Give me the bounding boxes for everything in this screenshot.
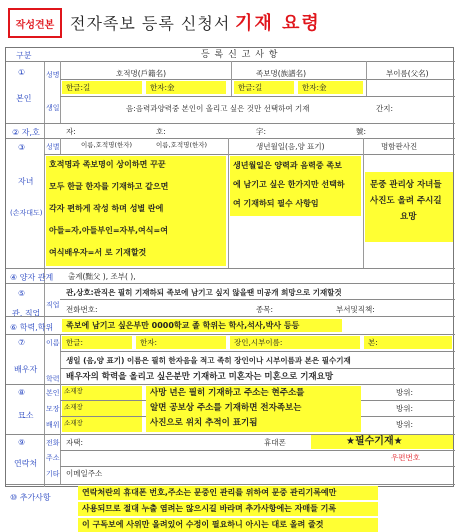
s3-photo-line: 요망 [400,212,417,222]
s3-left-line: 호적명과 족보명이 상이하면 꾸꾼 [49,160,166,169]
s3-col-a: 이름,호적명(한자) [81,141,133,149]
s10-line: 이 구독보에 사위만 올려있어 수정이 필요하니 아시는 대로 올려 줄것 [82,520,324,529]
s1-hanja2: 한자:金 [302,83,327,92]
column-content-label: 등 록 신 고 사 항 [201,50,279,60]
s2-f3: 字: [256,127,267,136]
row-line [6,123,455,124]
row-line [60,368,455,369]
s1-col-hoju: 호적명(戶籍名) [116,69,167,78]
s6-title: ⑥ 학력,학위 [10,323,54,332]
row-line [60,450,455,451]
s3-left-line: 모두 한글 한자를 기재하고 같으면 [49,182,169,191]
s7-line3: 배우자의 학력을 올리고 싶은분만 기재하고 미혼자는 미혼으로 기재요망 [66,372,334,382]
row-line [361,400,455,401]
s8-line: 사진으로 위치 추적이 표기됨 [150,418,258,428]
s3-col-d: 명함판사진 [381,142,418,151]
s1-title: 본인 [16,94,32,103]
s3-left-line: 아들=자,아들부인=자부,여식=여 [49,226,168,235]
s7-number: ⑦ [18,338,26,347]
row-line [6,384,455,385]
s1-ganji: 간지: [376,104,394,113]
s1-col-bu: 부이름(父名) [386,69,429,78]
sub-divider [60,434,61,484]
row-line [6,138,455,139]
s1-sub-birth: 생일 [46,104,60,112]
s3-number: ③ [18,143,26,152]
s9-sub-other: 기타 [46,470,60,478]
s7-sub-hak: 학력 [46,375,60,383]
s8-dir: 방위: [396,388,414,397]
row-line [60,466,455,467]
s8-r1: 본인 [46,389,60,397]
s8-dir: 방위: [396,420,414,429]
s5-line1: 관,상호:관직은 필히 기재하되 족보에 남기고 싶지 않을땐 미공개 희망으로 기재할것 [66,288,342,297]
row-line [60,96,455,97]
s8-loc: 소재장 [64,403,83,411]
s10-line: 연락처란의 휴대폰 번호,주소는 문중인 관리를 위하여 문중 관리기록예만 [82,488,337,497]
row-line [361,416,455,417]
s9-number: ⑨ [18,438,26,447]
s1-sub-name: 성명 [46,71,60,79]
s8-number: ⑧ [18,388,26,397]
s8-title: 묘소 [18,411,34,420]
s3-right-line: 생년월일은 양력과 음력중 족보 [233,161,342,170]
s9-title: 연락처 [14,459,38,468]
s5-dept: 부서및직책: [336,305,375,314]
row-line [60,416,146,417]
sample-badge: 작성견본 [8,8,62,38]
form-title-highlight: 기재 요령 [235,13,321,34]
s8-line: 알면 공보상 주소를 기재하면 전자족보는 [150,403,302,413]
s7-hanja: 한자: [140,338,158,347]
s6-text: 족보에 남기고 싶은부만 0000학교 졸 학위는 학사,석사,박사 등등 [66,321,300,330]
s8-line: 사망 년은 필히 기재하고 주소는 현주소를 [150,388,305,398]
s3-title: 자녀 [18,177,34,186]
row-line [60,79,455,80]
s3-photo-line: 문중 관리상 자녀들 [370,180,442,190]
s3-left-line: 각자 편하게 작성 하며 성별 란에 [49,204,164,213]
row-line [44,154,455,155]
s5-sub: 직업 [46,301,60,309]
s5-title: 관, 직업 [12,309,41,318]
s7-title: 배우자 [14,365,38,374]
s4-text: 출계(黜父 ), 조부( ), [68,272,136,281]
s8-r3: 배위 [46,421,60,429]
s8-loc: 소재장 [64,419,83,427]
s3-sub-name: 성별 [46,143,60,151]
s10-line: 사용되므로 절대 누출 염려는 않으시길 바라며 추가사항에는 자매들 기록 [82,504,337,513]
sub-divider [60,384,61,434]
s9-sub-phone: 전화 [46,439,60,447]
row-line [60,299,455,300]
sub-divider [60,334,61,384]
s3-right-line: 에 남기고 싶은 한가지만 선택하 [233,180,345,189]
column-section-label: 구분 [16,51,32,60]
s1-hangul: 한글:길 [66,83,91,92]
form-header [0,0,462,47]
s7-sub-name: 이름 [46,339,60,347]
s3-photo-line: 사진도 올려 주시길 [370,196,442,206]
row-line [60,351,455,352]
s9-required: ★필수기재★ [346,436,403,447]
s2-f4: 號: [356,127,367,136]
s3-col-c: 생년월일(음,양 표기) [256,142,325,151]
s2-ho: 호: [156,127,166,136]
s3-col-b: 이름,호적명(한자) [156,141,208,149]
col-line [366,61,367,96]
row-line [60,400,146,401]
s7-origin: 장인,시부이름: [234,338,283,347]
col-line [363,138,364,268]
s8-loc: 소재장 [64,387,83,395]
s7-bon: 본: [368,338,378,347]
s5-position: 종목: [256,305,274,314]
form-title: 전자족보 등록 신청서 [70,14,231,33]
col-line [228,138,229,268]
form-table [5,47,454,529]
s5-phone: 전화번호: [66,305,98,314]
s9-home: 자택: [66,438,84,447]
s10-title: ⑩ 추가사항 [10,493,51,502]
s1-birth-text: 음:음력과양력중 본인이 올리고 싶은 것만 선택하여 기재 [126,104,310,113]
s1-hangul2: 한글:길 [238,83,263,92]
s9-email: 이메일주소 [66,469,103,478]
s9-sub-addr: 주소 [46,454,60,462]
s9-zip: 우편번호 [391,453,420,462]
sub-divider [60,138,61,154]
s8-r2: 모장 [46,405,60,413]
s1-hanja: 한자:金 [150,83,175,92]
sub-divider [60,61,61,123]
s7-hangul: 한글: [66,338,84,347]
s8-dir: 방위: [396,404,414,413]
s1-number: ① [18,68,26,77]
s2-title: ② 자,호 [12,128,40,137]
s9-mobile: 휴대폰 [264,438,286,447]
s3-note: (손자대도) [10,209,43,217]
s5-number: ⑤ [18,289,26,298]
s4-title: ④ 양자 관계 [10,273,54,282]
col-line [231,61,232,96]
row-line [6,334,455,335]
row-line [6,283,455,284]
s1-col-jokbo: 족보명(族譜名) [256,69,307,78]
row-line [6,484,455,485]
s2-ja: 자: [66,127,76,136]
row-line [6,316,455,317]
s7-line2: 생일 (음,양 표기) 이름은 필히 한자음을 적고 족히 장인이나 시부이름과 본은 필수기재 [66,356,351,365]
s3-right-line: 여 기재하되 필수 사항임 [233,199,319,208]
s3-left-line: 여식배우자=서 로 기재할것 [49,248,147,257]
row-line [6,268,455,269]
